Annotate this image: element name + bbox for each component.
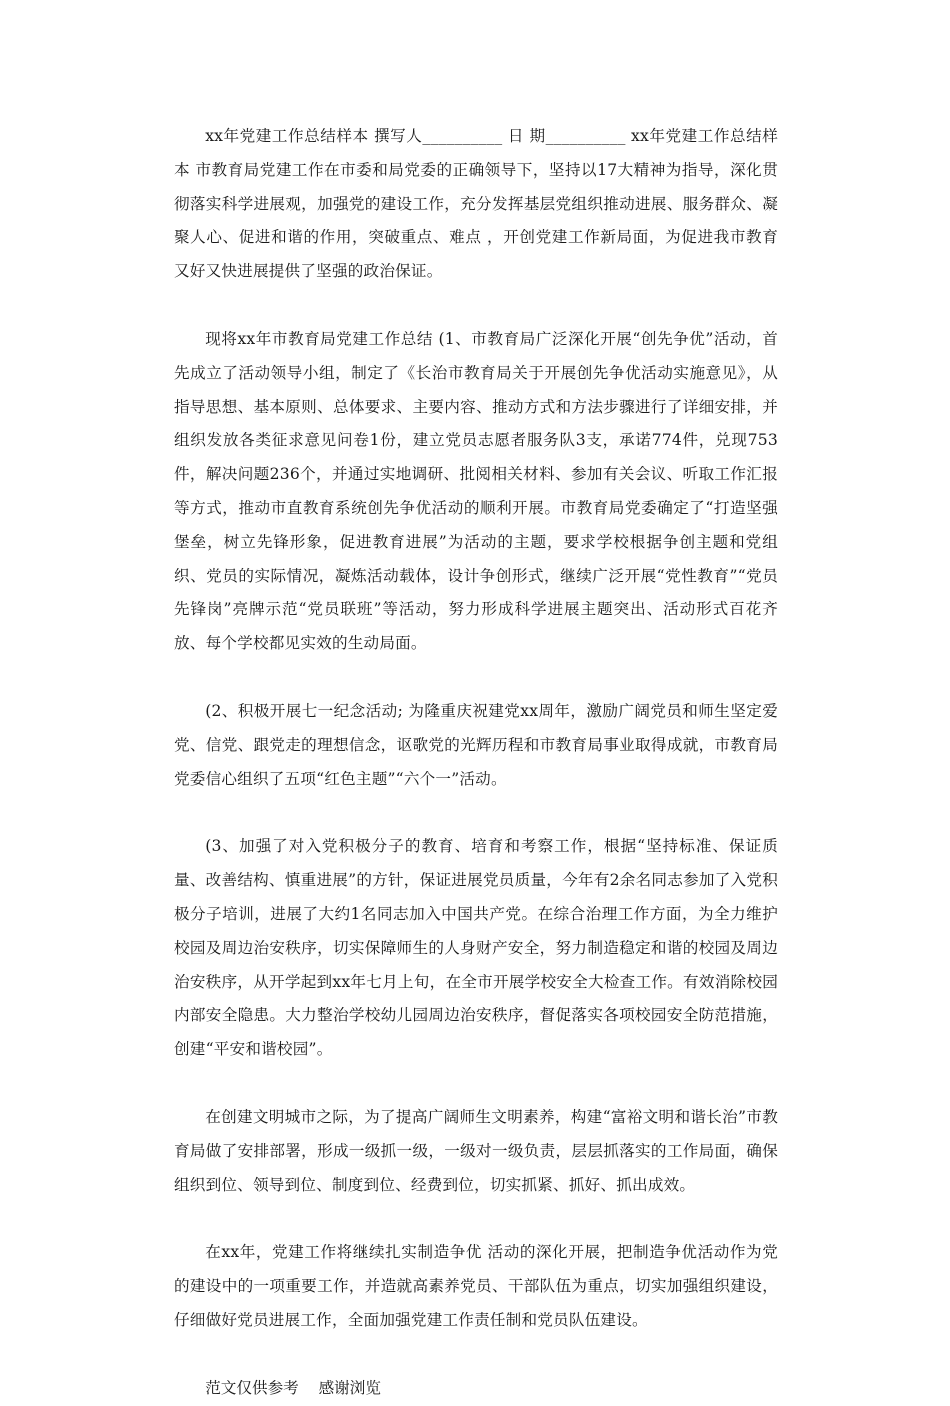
paragraph-intro: xx年党建工作总结样本 撰写人__________ 日 期__________ xx年党建工作总结样本 市教育局党建工作在市委和局党委的正确领导下，坚持以17大精神为指导，深化贯彻落实科学进展观，加强党的建设工作，充分发挥基层党组织推动进展、服务群众、凝聚人心、促进和谐的作用，突破重点、难点 ，开创党建工作新局面，为促进我市教育又好又快进展提供了坚强的政治保证。	[174, 127, 778, 281]
paragraph-spacer	[174, 1067, 778, 1101]
paragraph-outlook: 在xx年，党建工作将继续扎实制造争优 活动的深化开展，把制造争优活动作为党的建设中的一项重要工作，并造就高素养党员、干部队伍为重点，切实加强组织建设，仔细做好党员进展工作，全面加强党建工作责任制和党员队伍建设。	[174, 1243, 778, 1329]
paragraph-spacer	[174, 1202, 778, 1236]
paragraph-spacer	[174, 1338, 778, 1372]
paragraph-summary-item-1: 现将xx年市教育局党建工作总结 (1、市教育局广泛深化开展“创先争优”活动，首先成立了活动领导小组，制定了《长治市教育局关于开展创先争优活动实施意见》，从指导思想、基本原则、总体要求、主要内容、推动方式和方法步骤进行了详细安排，并组织发放各类征求意见问卷1份，建立党员志愿者服务队3支，承诺774件，兑现753件，解决问题236个，并通过实地调研、批阅相关材料、参加有关会议、听取工作汇报等方式，推动市直教育系统创先争优活动的顺利开展。市教育局党委确定了“打造坚强堡垒，树立先锋形象，促进教育进展”为活动的主题，要求学校根据争创主题和党组织、党员的实际情况，凝炼活动载体，设计争创形式，继续广泛开展“党性教育”“党员先锋岗”亮牌示范“党员联班”等活动，努力形成科学进展主题突出、活动形式百花齐放、每个学校都见实效的生动局面。	[174, 329, 778, 653]
paragraph-spacer	[174, 289, 778, 323]
paragraph-summary-item-3: (3、加强了对入党积极分子的教育、培育和考察工作，根据“坚持标准、保证质量、改善结构、慎重进展”的方针，保证进展党员质量，今年有2余名同志参加了入党积极分子培训，进展了大约1名同志加入中国共产党。在综合治理工作方面，为全力维护校园及周边治安秩序，切实保障师生的人身财产安全，努力制造稳定和谐的校园及周边治安秩序，从开学起到xx年七月上旬，在全市开展学校安全大检查工作。有效消除校园内部安全隐患。大力整治学校幼儿园周边治安秩序，督促落实各项校园安全防范措施，创建“平安和谐校园”。	[174, 837, 778, 1059]
paragraph-spacer	[174, 661, 778, 695]
document-body	[174, 120, 778, 1406]
document-footer-note: 范文仅供参考 感谢浏览	[205, 1378, 381, 1397]
paragraph-civilization: 在创建文明城市之际，为了提高广阔师生文明素养，构建“富裕文明和谐长治”市教育局做了安排部署，形成一级抓一级，一级对一级负责，层层抓落实的工作局面，确保组织到位、领导到位、制度到位、经费到位，切实抓紧、抓好、抓出成效。	[174, 1107, 778, 1194]
paragraph-summary-item-2: (2、积极开展七一纪念活动; 为隆重庆祝建党xx周年，激励广阔党员和师生坚定爱党、信党、跟党走的理想信念，讴歌党的光辉历程和市教育局事业取得成就，市教育局党委信心组织了五项“红色主题”“六个一”活动。	[174, 701, 778, 788]
paragraph-spacer	[174, 796, 778, 830]
